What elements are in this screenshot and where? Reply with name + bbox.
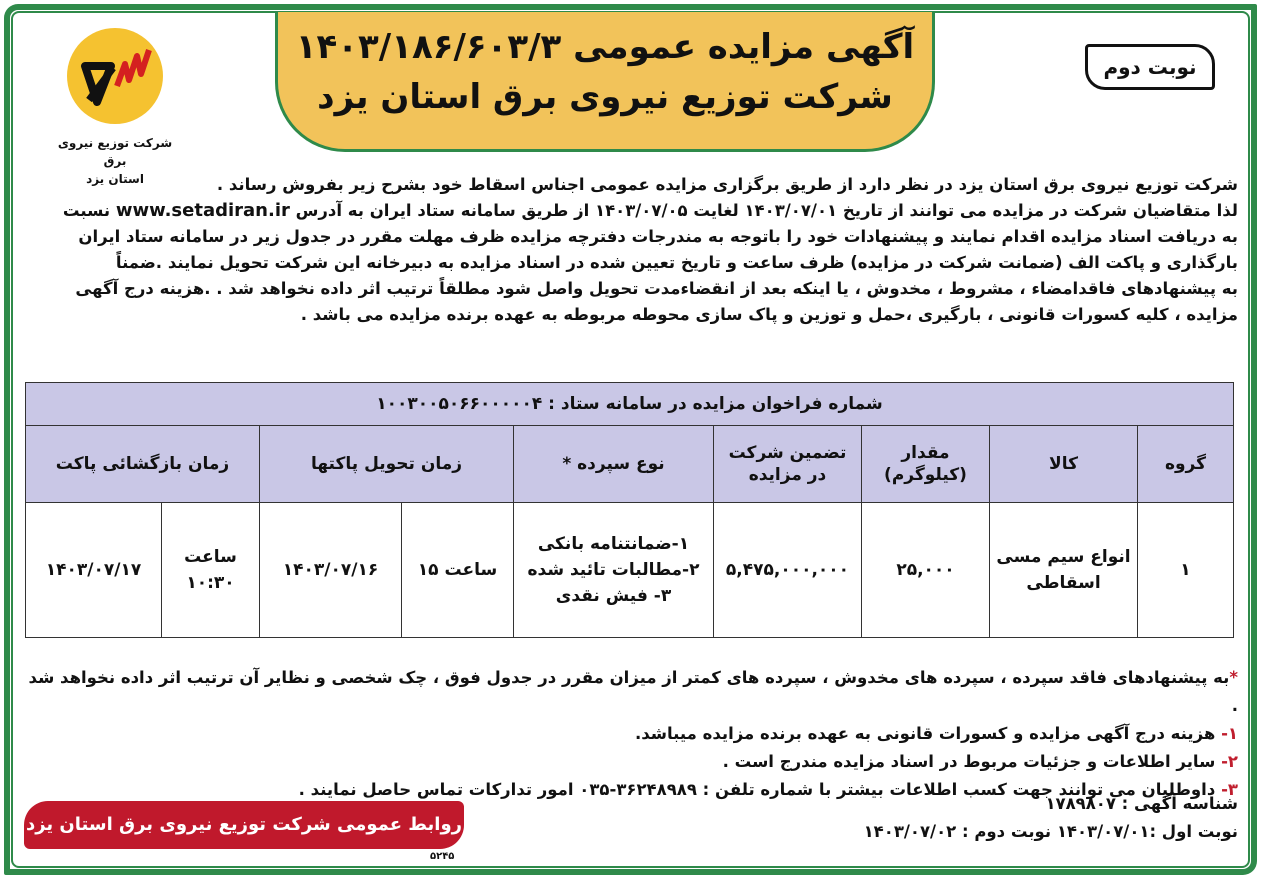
- note-text: به پیشنهادهای فاقد سپرده ، سپرده های مخدوش ، سپرده های کمتر از میزان مقرر در جدول فوق ، چک شخصی و نظایر آن ترتیب اثر داده نخواهد شد .: [28, 668, 1238, 715]
- intro-line: شرکت توزیع نیروی برق استان یزد در نظر دارد از طریق برگزاری مزایده عمومی اجناس اسقاط خود بشرح زیر بفروش رساند .: [216, 175, 1238, 194]
- intro-line: [22, 198, 1238, 224]
- notes-section: [22, 664, 1238, 804]
- call-number-row: [25, 383, 1233, 426]
- print-code: ۵۲۴۵: [430, 851, 455, 862]
- auction-table: [25, 382, 1234, 638]
- note-text: داوطلبان می توانند جهت کسب اطلاعات بیشتر با شماره تلفن : ۳۶۲۴۸۹۸۹-۰۳۵ امور تدارکات تماس حاصل نمایند .: [298, 780, 1216, 799]
- company-logo: [45, 28, 185, 186]
- intro-line-part: لذا متقاضیان شرکت در مزایده می توانند از تاریخ ۱۴۰۳/۰۷/۰۱ لغایت ۱۴۰۳/۰۷/۰۵ از طریق سامانه ستاد ایران به آدرس: [295, 201, 1238, 220]
- intro-line: مزایده ، کلیه کسورات قانونی ، بارگیری ،حمل و توزین و پاک سازی محوطه مربوطه به عهده برنده مزایده می باشد .: [300, 305, 1238, 324]
- header-item: کالا: [990, 426, 1138, 503]
- note-number: ۳-: [1221, 780, 1238, 799]
- public-relations-banner: روابط عمومی شرکت توزیع نیروی برق استان یزد: [24, 801, 464, 849]
- cell-item: انواع سیم مسی اسقاطی: [990, 502, 1138, 637]
- header-guarantee: تضمین شرکت در مزایده: [714, 426, 862, 503]
- publication-dates: نوبت اول :۱۴۰۳/۰۷/۰۱ نوبت دوم : ۱۴۰۳/۰۷/۰۲: [863, 822, 1238, 841]
- header-banner: [275, 12, 935, 152]
- note-star-mark: *: [1229, 668, 1238, 687]
- header-opening-time: زمان بازگشائی پاکت: [25, 426, 259, 503]
- intro-line: بارگذاری و پاکت الف (ضمانت شرکت در مزایده) ظرف ساعت و تاریخ تعیین شده در اسناد مزایده به دبیرخانه این شرکت تحویل نمایند .ضمناً: [115, 253, 1238, 272]
- opening-hour-label: ساعت: [184, 546, 237, 567]
- cell-delivery-date: ۱۴۰۳/۰۷/۱۶: [260, 502, 402, 637]
- cell-guarantee: ۵,۴۷۵,۰۰۰,۰۰۰: [714, 502, 862, 637]
- publication-badge: نوبت دوم: [1085, 44, 1215, 90]
- company-name-title: شرکت توزیع نیروی برق استان یزد: [317, 77, 893, 117]
- deposit-option: ۳- فیش نقدی: [555, 585, 672, 606]
- note-number: ۲-: [1221, 752, 1238, 771]
- header-delivery-time: زمان تحویل پاکتها: [260, 426, 514, 503]
- deposit-option: ۱-ضمانتنامه بانکی: [537, 533, 690, 554]
- table-row: [25, 502, 1233, 637]
- note-item: [22, 748, 1238, 776]
- intro-line-part: نسبت: [62, 201, 111, 220]
- intro-paragraph: [22, 172, 1238, 328]
- call-number: شماره فراخوان مزایده در سامانه ستاد : ۱۰۰۳۰۰۵۰۶۶۰۰۰۰۰۴: [25, 383, 1233, 426]
- cell-quantity: ۲۵,۰۰۰: [862, 502, 990, 637]
- cell-delivery-hour: ساعت ۱۵: [402, 502, 514, 637]
- cell-opening-hour: [162, 502, 260, 637]
- electricity-logo-icon: [67, 28, 163, 124]
- note-text: هزینه درج آگهی مزایده و کسورات قانونی به عهده برنده مزایده میباشد.: [634, 724, 1216, 743]
- logo-caption-line-1: شرکت توزیع نیروی برق: [57, 136, 173, 168]
- table-header-row: [25, 426, 1233, 503]
- note-item: [22, 664, 1238, 720]
- intro-line: به دریافت اسناد مزایده اقدام نمایند و پیشنهادات خود را باتوجه به مندرجات دفترچه مزایده ظرف مهلت مقرر در جدول زیر در سامانه ستاد ایران: [78, 227, 1238, 246]
- note-number: ۱-: [1221, 724, 1238, 743]
- note-text: سایر اطلاعات و جزئیات مربوط در اسناد مزایده مندرج است .: [722, 752, 1216, 771]
- website-link[interactable]: www.setadiran.ir: [115, 200, 290, 221]
- cell-deposit-type: [514, 502, 714, 637]
- cell-opening-date: ۱۴۰۳/۰۷/۱۷: [25, 502, 161, 637]
- ad-id: شناسه آگهی : ۱۷۸۹۸۰۷: [1045, 794, 1238, 813]
- notice-title: آگهی مزایده عمومی ۱۴۰۳/۱۸۶/۶۰۳/۳: [295, 27, 915, 67]
- cell-group: ۱: [1138, 502, 1234, 637]
- deposit-option: ۲-مطالبات تائید شده: [527, 559, 700, 580]
- header-quantity: مقدار (کیلوگرم): [862, 426, 990, 503]
- auction-table-wrapper: [26, 382, 1234, 638]
- opening-hour-value: ۱۰:۳۰: [186, 572, 235, 593]
- header-group: گروه: [1138, 426, 1234, 503]
- logo-caption-line-2: استان یزد: [86, 172, 144, 186]
- intro-line: به پیشنهادهای فاقدامضاء ، مشروط ، مخدوش ، یا اینکه بعد از انقضاءمدت تحویل واصل شود مطلقاً ترتیب اثر داده نخواهد شد . .هزینه درج آگهی: [75, 279, 1238, 298]
- header-deposit-type: نوع سپرده *: [514, 426, 714, 503]
- note-item: [22, 720, 1238, 748]
